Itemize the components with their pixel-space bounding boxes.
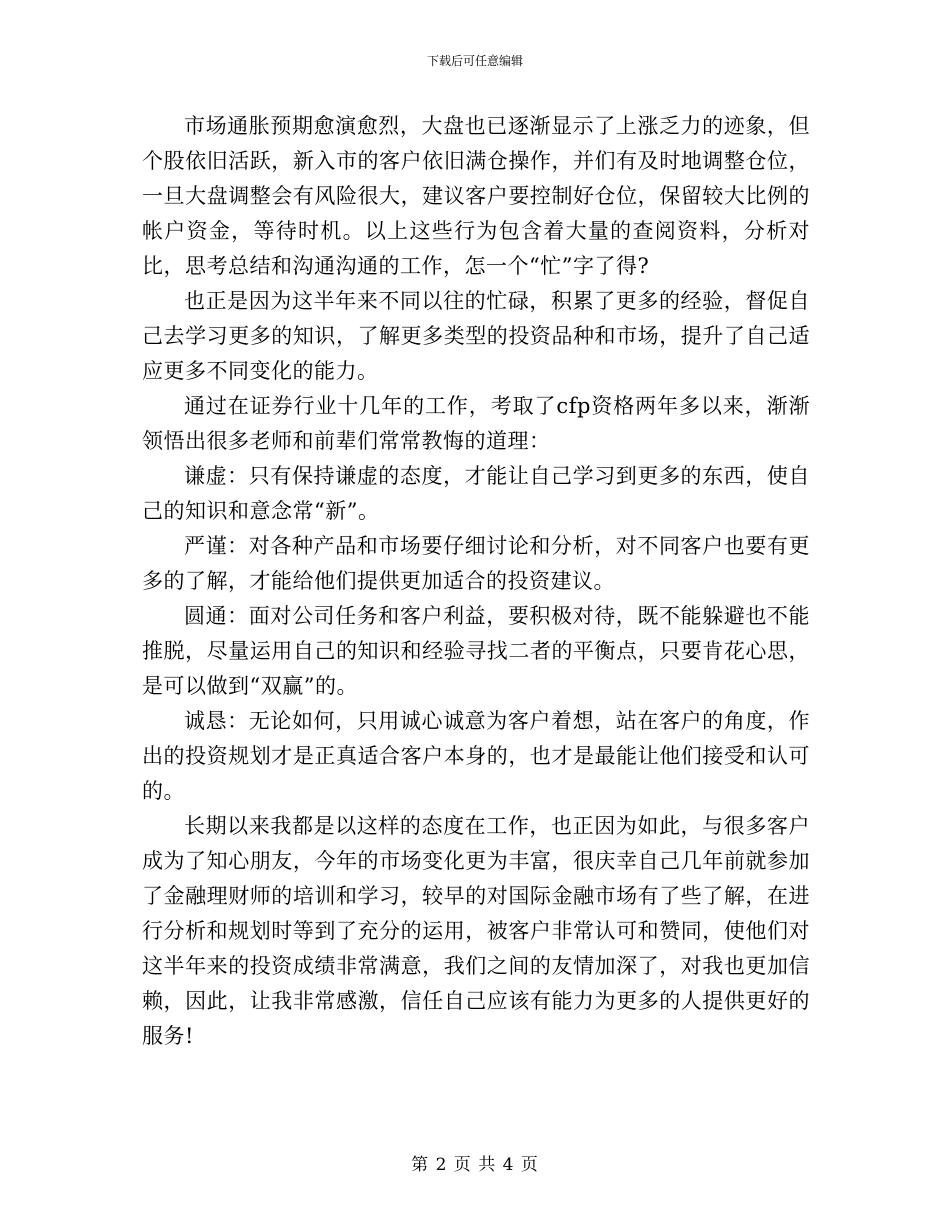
document-body — [142, 109, 810, 1054]
page-number: 第 2 页 共 4 页 — [411, 1155, 539, 1175]
paragraph: 谦虚：只有保持谦虚的态度，才能让自己学习到更多的东西，使自己的知识和意念常“新”。 — [142, 464, 810, 523]
paragraph: 也正是因为这半年来不同以往的忙碌，积累了更多的经验，督促自己去学习更多的知识，了解更多类型的投资品种和市场，提升了自己适应更多不同变化的能力。 — [142, 289, 810, 383]
paragraph: 诚恳：无论如何，只用诚心诚意为客户着想，站在客户的角度，作出的投资规划才是正真适合客户本身的，也才是最能让他们接受和认可的。 — [142, 709, 810, 803]
paragraph: 通过在证券行业十几年的工作，考取了cfp资格两年多以来，渐渐领悟出很多老师和前辈们常常教悔的道理： — [142, 394, 810, 453]
paragraph: 长期以来我都是以这样的态度在工作，也正因为如此，与很多客户成为了知心朋友，今年的市场变化更为丰富，很庆幸自己几年前就参加了金融理财师的培训和学习，较早的对国际金融市场有了些了解，在进行分析和规划时等到了充分的运用，被客户非常认可和赞同，使他们对这半年来的投资成绩非常满意，我们之间的友情加深了，对我也更加信赖，因此，让我非常感激，信任自己应该有能力为更多的人提供更好的服务! — [142, 814, 810, 1048]
paragraph: 圆通：面对公司任务和客户利益，要积极对待，既不能躲避也不能推脱，尽量运用自己的知识和经验寻找二者的平衡点，只要肯花心思，是可以做到“双赢”的。 — [142, 604, 810, 698]
paragraph: 严谨：对各种产品和市场要仔细讨论和分析，对不同客户也要有更多的了解，才能给他们提供更加适合的投资建议。 — [142, 534, 810, 593]
page-header: 下载后可任意编辑 — [426, 54, 523, 68]
paragraph: 市场通胀预期愈演愈烈，大盘也已逐渐显示了上涨乏力的迹象，但个股依旧活跃，新入市的客户依旧满仓操作，并们有及时地调整仓位，一旦大盘调整会有风险很大，建议客户要控制好仓位，保留较大比例的帐户资金，等待时机。以上这些行为包含着大量的查阅资料，分析对比，思考总结和沟通沟通的工作，怎一个“忙”字了得? — [142, 114, 810, 278]
